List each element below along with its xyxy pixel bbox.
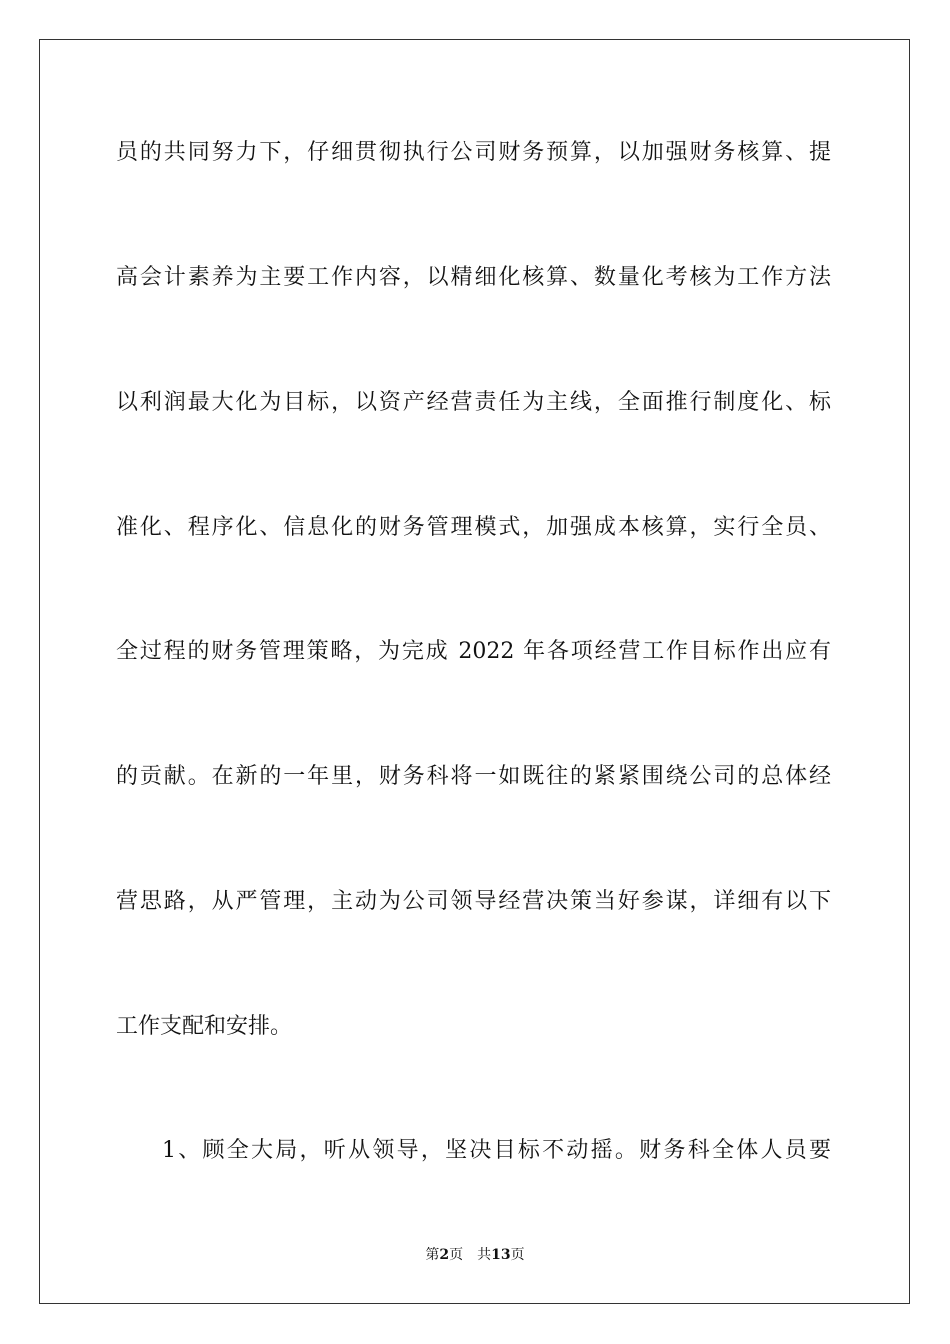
body-text-line-4: 准化、程序化、信息化的财务管理模式，加强成本核算，实行全员、	[116, 515, 831, 540]
footer-page-prefix: 第	[425, 1247, 440, 1263]
body-text-line-1: 员的共同努力下，仔细贯彻执行公司财务预算，以加强财务核算、提	[116, 140, 831, 165]
body-text-line-2: 高会计素养为主要工作内容，以精细化核算、数量化考核为工作方法	[116, 265, 831, 290]
footer-page-suffix: 页	[449, 1247, 464, 1263]
page-border	[39, 39, 910, 1304]
body-text-line-3: 以利润最大化为目标，以资产经营责任为主线，全面推行制度化、标	[116, 390, 831, 415]
body-text-line-6: 的贡献。在新的一年里，财务科将一如既往的紧紧围绕公司的总体经	[116, 764, 831, 789]
footer-total-prefix: 共	[477, 1247, 492, 1263]
body-text-line-5: 全过程的财务管理策略，为完成 2022 年各项经营工作目标作出应有	[116, 639, 831, 664]
page-footer	[0, 1246, 950, 1264]
body-text-line-7: 营思路，从严管理，主动为公司领导经营决策当好参谋，详细有以下	[116, 889, 831, 914]
body-text-line-8: 工作支配和安排。	[116, 1014, 293, 1039]
footer-total-number: 13	[491, 1247, 511, 1263]
body-text-line-9: 1、顾全大局，听从领导，坚决目标不动摇。财务科全体人员要	[162, 1138, 831, 1163]
footer-total-suffix: 页	[510, 1247, 525, 1263]
footer-page-number: 2	[439, 1247, 450, 1263]
